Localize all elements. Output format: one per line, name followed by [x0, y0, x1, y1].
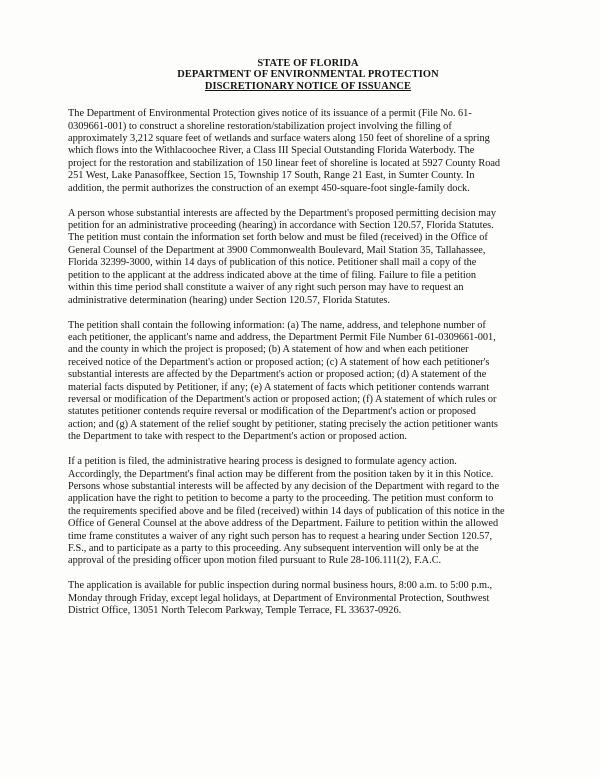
state-heading: STATE OF FLORIDA [257, 58, 359, 69]
text-line: within this time period shall constitute a waiver of any right such person may have to request an [68, 282, 464, 294]
text-line: A person whose substantial interests are affected by the Department's proposed permitting decision may [68, 207, 497, 219]
paragraph-petition-contents [68, 320, 548, 444]
text-line: time frame constitutes a waiver of any right such person has to request a hearing under Section 120.57, [68, 530, 493, 542]
text-line: substantial interests are affected by the Department's action or proposed action; (d) A statement of the [68, 369, 487, 381]
text-line: and the county in which the project is proposed; (b) A statement of how and when each petitioner [68, 344, 469, 356]
paragraph-public-inspection [68, 580, 548, 617]
text-line: The Department of Environmental Protection gives notice of its issuance of a permit (File No. 61- [68, 108, 472, 120]
text-line: F.S., and to participate as a party to this proceeding. Any subsequent intervention will only be at the [68, 543, 479, 554]
text-line: petition for an administrative proceeding (hearing) in accordance with Section 120.57, Florida Statutes. [68, 220, 494, 232]
text-line: which flows into the Withlacoochee River, a Class III Special Outstanding Florida Waterbody. The [68, 145, 475, 157]
text-line: material facts disputed by Petitioner, if any; (e) A statement of facts which petitioner contends warrant [68, 381, 490, 393]
text-line: Monday through Friday, except legal holidays, at Department of Environmental Protection, Southwest [68, 592, 490, 604]
paragraph-petition-rights [68, 208, 548, 307]
text-line: received notice of the Department's action or proposed action; (c) A statement of how each petitioner's [68, 356, 490, 368]
text-line: The application is available for public inspection during normal business hours, 8:00 a.m. to 5:00 p.m., [68, 580, 493, 592]
text-line: petition to the applicant at the address indicated above at the time of filing. Failure to file a petition [68, 269, 477, 281]
text-line: The petition shall contain the following information: (a) The name, address, and telephone number of [68, 319, 486, 331]
text-line: action; and (g) A statement of the relief sought by petitioner, stating precisely the action petitioner wants [68, 418, 498, 430]
text-line: statutes petitioner contends require reversal or modification of the Department's action or proposed [68, 406, 476, 418]
text-line: administrative determination (hearing) under Section 120.57, Florida Statutes. [68, 294, 390, 306]
notice-header [68, 58, 548, 92]
department-heading: DEPARTMENT OF ENVIRONMENTAL PROTECTION [177, 69, 439, 81]
paragraph-permit-description [68, 108, 548, 195]
notice-title: DISCRETIONARY NOTICE OF ISSUANCE [204, 80, 412, 92]
text-line: Office of General Counsel at the above address of the Department. Failure to petition within the allowed [68, 518, 499, 530]
text-line: 251 West, Lake Panasoffkee, Section 15, Township 17 South, Range 21 East, in Sumter County. In [68, 170, 475, 182]
text-line: addition, the permit authorizes the construction of an exempt 450-square-foot single-family dock. [68, 182, 470, 194]
text-line: If a petition is filed, the administrative hearing process is designed to formulate agency action. [68, 456, 457, 468]
text-line: approximately 3,212 square feet of wetlands and surface waters along 150 feet of shoreline of a spring [68, 133, 490, 145]
text-line: District Office, 13051 North Telecom Parkway, Temple Terrace, FL 33637-0926. [68, 605, 402, 617]
text-line: the requirements specified above and be filed (received) within 14 days of publication of this notice in the [68, 505, 505, 517]
text-line: Accordingly, the Department's final action may be different from the position taken by it in this Notice. [68, 468, 494, 480]
text-line: 0309661-001) to construct a shoreline restoration/stabilization project involving the filling of [68, 120, 452, 132]
paragraph-hearing-process [68, 456, 548, 568]
text-line: each petitioner, the applicant's name and address, the Department Permit File Number 61-0309661-001, [68, 331, 496, 343]
text-line: project for the restoration and stabilization of 150 linear feet of shoreline is located at 5927 County Road [68, 157, 501, 169]
text-line: Florida 32399-3000, within 14 days of publication of this notice. Petitioner shall mail a copy of the [68, 257, 477, 269]
text-line: reversal or modification of the Department's action or proposed action; (f) A statement of which rules or [68, 393, 497, 405]
text-line: approval of the presiding officer upon motion filed pursuant to Rule 28-106.111(2), F.A.C. [68, 555, 442, 567]
text-line: the Department to take with respect to the Department's action or proposed action. [68, 431, 407, 443]
text-line: application have the right to petition to become a party to the proceeding. The petition must conform to [68, 493, 494, 505]
text-line: Persons whose substantial interests will be affected by any decision of the Department with regard to the [68, 480, 500, 492]
text-line: The petition must contain the information set forth below and must be filed (received) in the Office of [68, 232, 488, 244]
text-line: General Counsel of the Department at 3900 Commonwealth Boulevard, Mail Station 35, Tallahassee, [68, 244, 486, 256]
